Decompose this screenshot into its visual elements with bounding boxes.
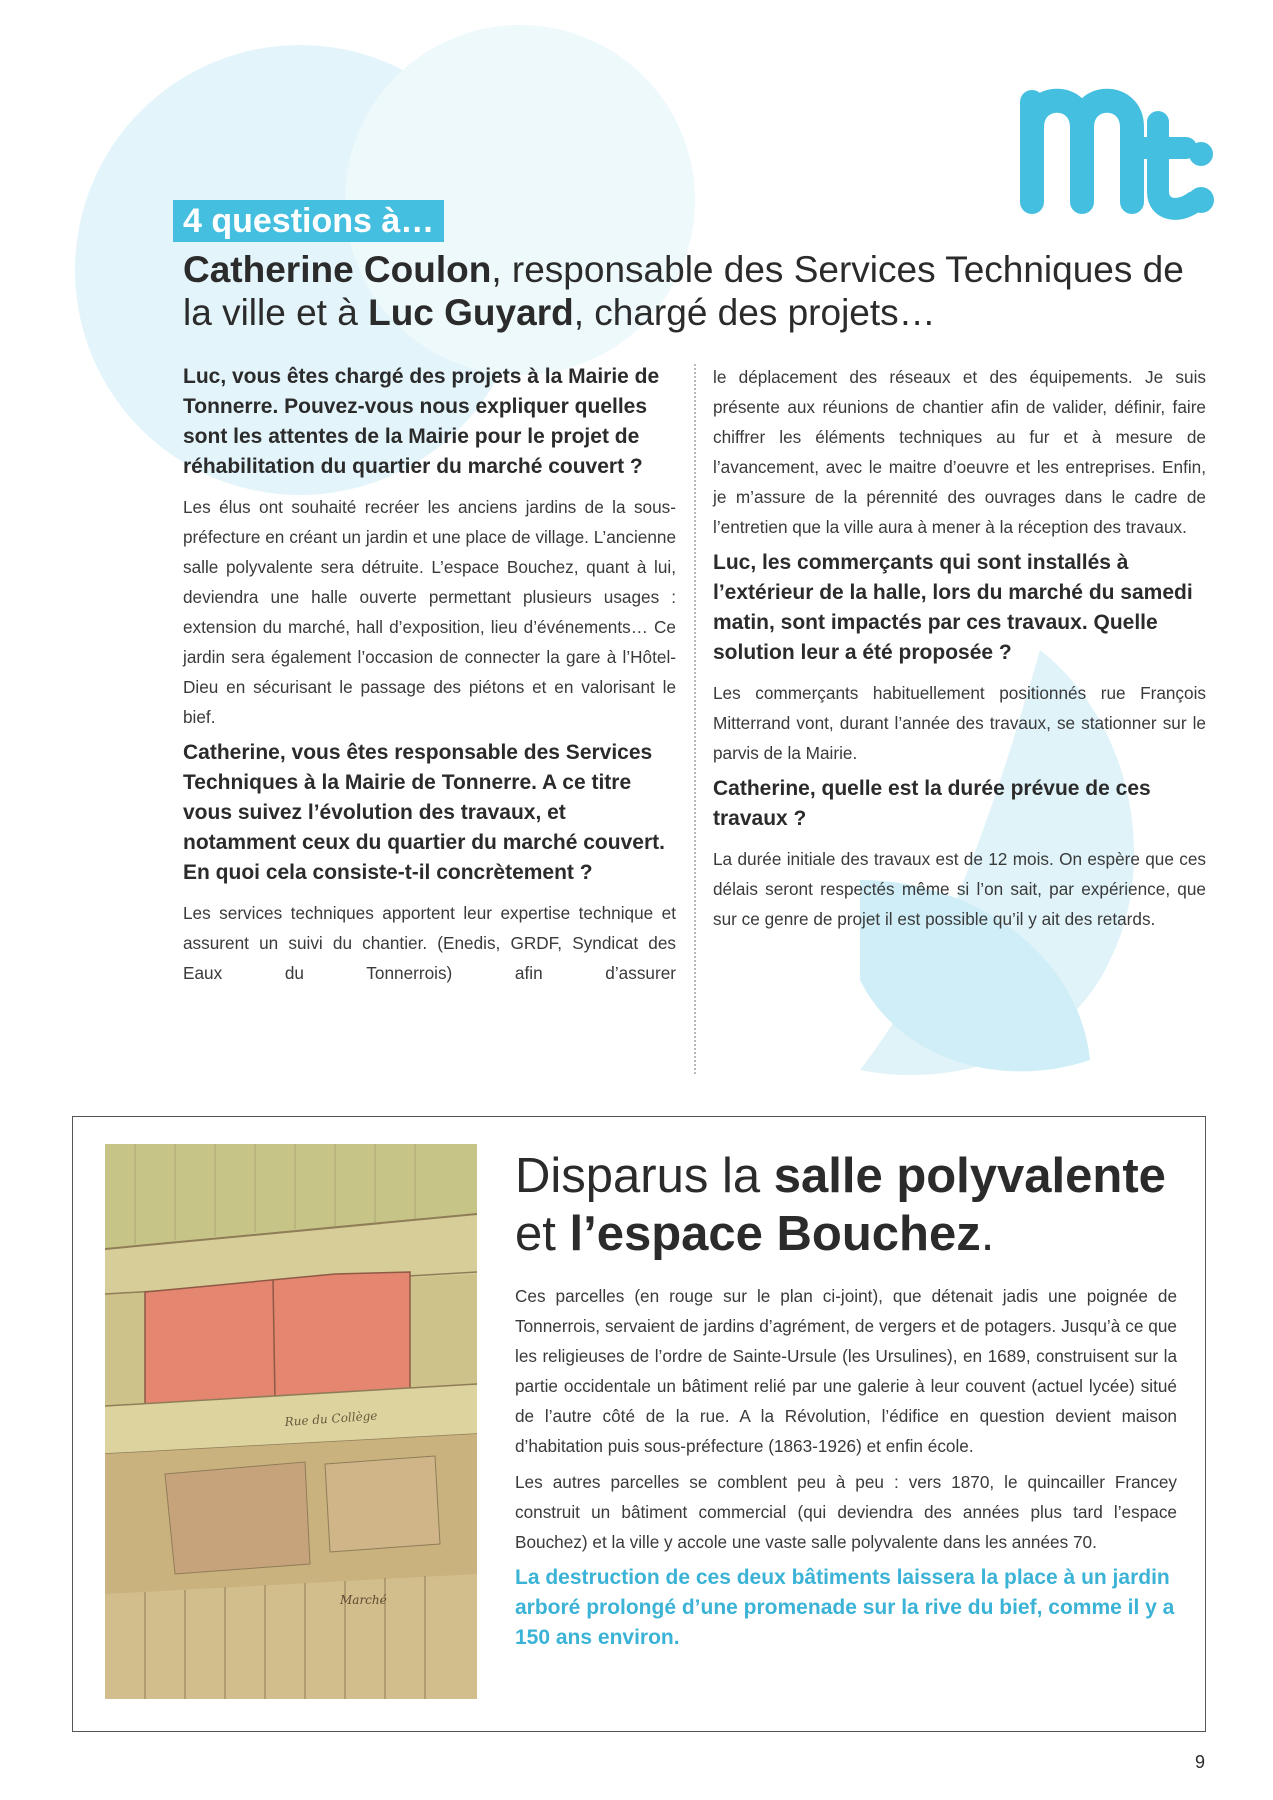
question-1: Luc, vous êtes chargé des projets à la Mairie de Tonnerre. Pouvez-vous nous expliquer quelles sont les attentes de la Mairie pour le projet de réhabilitation du quartier du marché couvert ? — [183, 365, 660, 478]
box-title-part-2: et — [515, 1207, 570, 1261]
section-tag: 4 questions à… — [173, 200, 444, 242]
historic-map-drawing — [105, 1144, 477, 1699]
answer-2-part-1: Les services techniques apportent leur expertise technique et assurent un suivi du chantier. (Enedis, GRDF, Syndicat des Eaux du Tonnerrois) afin d’assurer — [183, 903, 676, 983]
question-3: Luc, les commerçants qui sont installés à l’extérieur de la halle, lors du marché du samedi matin, sont impactés par ces travaux. Quelle solution leur a été proposée ? — [713, 551, 1193, 664]
box-body — [515, 1281, 1177, 1674]
answer-2-part-2: le déplacement des réseaux et des équipements. Je suis présente aux réunions de chantier afin de valider, définir, faire chiffrer les éléments techniques au fur et à mesure de l’avancement, avec le maitre d’oeuvre et les entreprises. Enfin, je m’assure de la pérennité des ouvrages dans le cadre de l’entretien que la ville aura à mener à la réception des travaux. — [713, 367, 1206, 537]
headline-text-1: , responsable des Services Techniques de la ville et à — [183, 249, 1184, 333]
interview-column-left — [183, 362, 676, 994]
map-street-label: Rue du Collège — [284, 1408, 378, 1429]
history-box — [72, 1116, 1206, 1732]
box-highlight: La destruction de ces deux bâtiments laissera la place à un jardin arboré prolongé d’une promenade sur la rive du bief, comme il y a 150 ans environ. — [515, 1566, 1175, 1649]
box-title — [515, 1147, 1175, 1263]
map-market-label: Marché — [340, 1593, 387, 1607]
box-title-bold-2: l’espace Bouchez — [569, 1207, 981, 1261]
box-title-bold-1: salle polyvalente — [773, 1149, 1166, 1203]
page-number: 9 — [1195, 1752, 1206, 1772]
mt-logo-icon — [1018, 62, 1218, 222]
question-4: Catherine, quelle est la durée prévue de ces travaux ? — [713, 777, 1151, 830]
column-divider — [694, 364, 696, 1074]
box-paragraph-1: Ces parcelles (en rouge sur le plan ci-joint), que détenait jadis une poignée de Tonnerrois, servaient de jardins d’agrément, de vergers et de potagers. Jusqu’à ce que les religieuses de l’ordre de Sainte-Ursule (les Ursulines), en 1689, construisent sur la partie occidentale un bâtiment relié par une galerie à leur couvent (actuel lycée) situé de l’autre côté de la rue. A la Révolution, l’édifice en question devient maison d’habitation puis sous-préfecture (1863-1926) et enfin école. — [515, 1286, 1177, 1456]
answer-4: La durée initiale des travaux est de 12 mois. On espère que ces délais seront respectés même si l’on sait, par expérience, que sur ce genre de projet il est possible qu’il y ait des retards. — [713, 849, 1206, 929]
answer-3: Les commerçants habituellement positionnés rue François Mitterrand vont, durant l’année des travaux, se stationner sur le parvis de la Mairie. — [713, 683, 1206, 763]
box-title-part-3: . — [980, 1207, 995, 1261]
headline-text-2: , chargé des projets… — [573, 292, 936, 333]
answer-1: Les élus ont souhaité recréer les anciens jardins de la sous-préfecture en créant un jardin et une place de village. L’ancienne salle polyvalente sera détruite. L’espace Bouchez, quant à lui, deviendra une halle ouverte permettant plusieurs usages : extension du marché, hall d’exposition, lieu d’événements… Ce jardin sera également l’occasion de connecter la gare à l’Hôtel-Dieu en sécurisant le passage des piétons et en valorisant le bief. — [183, 497, 676, 727]
headline-name-1: Catherine Coulon — [183, 249, 492, 290]
box-paragraph-2: Les autres parcelles se comblent peu à peu : vers 1870, le quincailler Francey construit un bâtiment commercial (qui deviendra des années plus tard l’espace Bouchez) et la ville y accole une vaste salle polyvalente dans les années 70. — [515, 1472, 1177, 1552]
interview-column-right — [713, 362, 1206, 940]
interview-headline — [183, 248, 1213, 334]
box-title-part-1: Disparus la — [515, 1149, 774, 1203]
headline-name-2: Luc Guyard — [368, 292, 574, 333]
question-2: Catherine, vous êtes responsable des Services Techniques à la Mairie de Tonnerre. A ce titre vous suivez l’évolution des travaux, et notamment ceux du quartier du marché couvert. En quoi cela consiste-t-il concrètement ? — [183, 741, 665, 884]
historic-map-image — [105, 1144, 477, 1699]
